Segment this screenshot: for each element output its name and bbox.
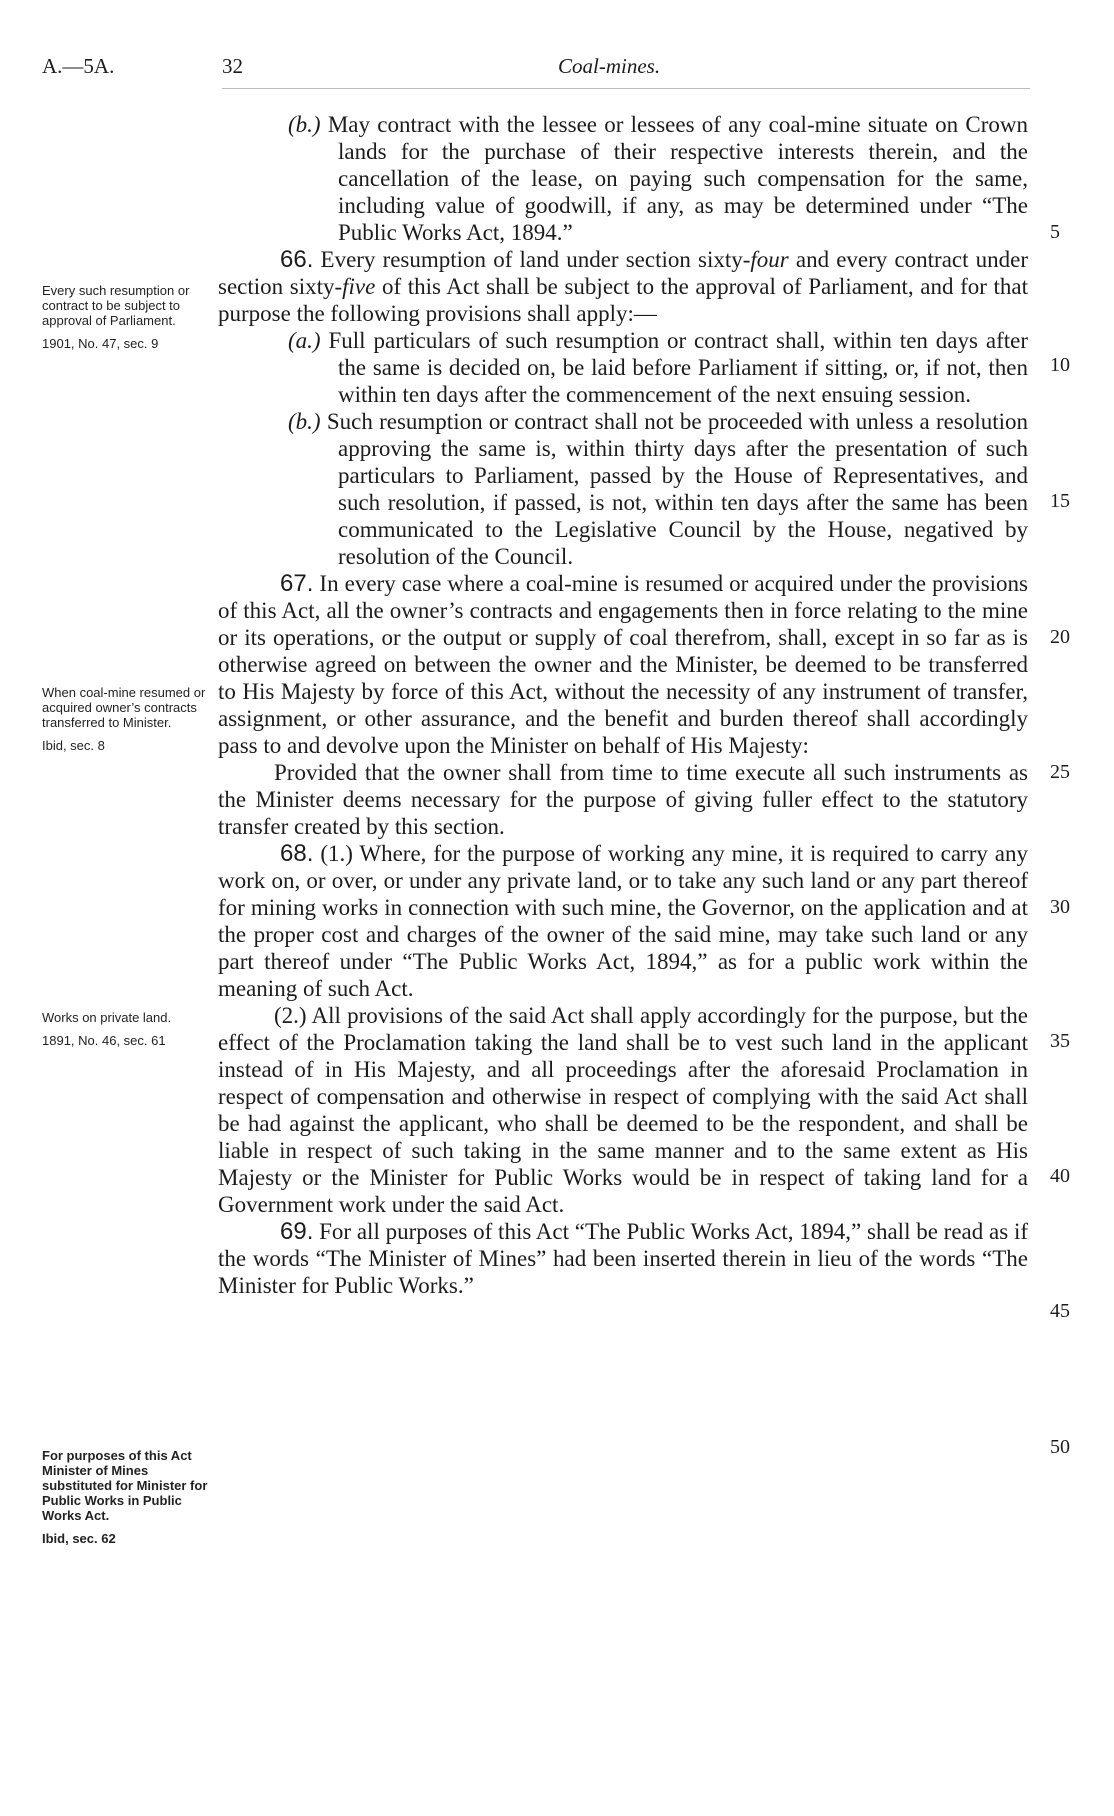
section-text: and every contract under section sixty-: [218, 247, 1029, 299]
line-number: 30: [1050, 896, 1070, 918]
line-number: 10: [1050, 354, 1070, 376]
section-text: (1.) Where, for the purpose of working any mine, it is required to carry any work on, or over, or under any private land, or to take any such land or any part thereof for mining works in connection with such mine, the Governor, on the application and at the proper cost and charges of the owner of the said mine, may take such land or any part thereof under “The Public Works Act, 1894,” as for a public work within the meaning of such Act.: [218, 841, 1029, 1001]
line-number: 45: [1050, 1300, 1070, 1322]
italic-text: four: [750, 247, 789, 272]
section-number: 69.: [280, 1218, 314, 1245]
section-number: 66.: [280, 246, 314, 273]
clause-label: (b.): [288, 409, 321, 434]
section-text: Every resumption of land under section sixty-: [320, 247, 751, 272]
line-number: 15: [1050, 490, 1070, 512]
margin-note-ref: 1901, No. 47, sec. 9: [42, 336, 159, 351]
body-text: [218, 111, 1028, 1299]
line-number: 35: [1050, 1030, 1070, 1052]
clause-text: Such resumption or contract shall not be proceeded with unless a resolution approving the same is, within thirty days after the presentation of such particulars to Parliament, passed by the House of Representatives, and such resolution, if passed, is not, within ten days after the same has been communicated to the Legislative Council by the House, negatived by resolution of the Council.: [326, 409, 1028, 569]
clause-label: (b.): [288, 112, 321, 137]
page-number: 32: [222, 54, 243, 78]
line-number: 25: [1050, 761, 1070, 783]
margin-note-text: Every such resumption or contract to be subject to approval of Parliament.: [42, 283, 190, 328]
paragraph-66a: [218, 327, 1028, 408]
line-number: 40: [1050, 1165, 1070, 1187]
line-number: 20: [1050, 626, 1070, 648]
clause-text: May contract with the lessee or lessees of any coal-mine situate on Crown lands for the purchase of their respective interests therein, and the cancellation of the lease, on paying such compensation for the same, including value of goodwill, if any, as may be determined under “The Public Works Act, 1894.”: [327, 112, 1029, 245]
header-rule: [222, 88, 1030, 89]
margin-note-text: For purposes of this Act Minister of Mines substituted for Minister for Public Works in Public Works Act.: [42, 1448, 208, 1523]
section-67: [218, 570, 1028, 759]
margin-note-section-69: [42, 1448, 217, 1546]
margin-note-section-67: [42, 685, 217, 753]
section-68: [218, 840, 1028, 1002]
margin-note-ref: Ibid, sec. 62: [42, 1531, 116, 1546]
paragraph-66b: [218, 408, 1028, 570]
section-number: 67.: [280, 570, 314, 597]
margin-note-ref: Ibid, sec. 8: [42, 738, 105, 753]
margin-note-text: When coal-mine resumed or acquired owner’s contracts transferred to Minister.: [42, 685, 206, 730]
clause-text: Full particulars of such resumption or contract shall, within ten days after the same is decided on, be laid before Parliament if sitting, or, if not, then within ten days after the commencement of the next ensuing session.: [328, 328, 1029, 407]
margin-note-text: Works on private land.: [42, 1010, 172, 1025]
section-68-subsection-2: (2.) All provisions of the said Act shall apply accordingly for the purpose, but the effect of the Proclamation taking the land shall be to vest such land in the applicant instead of in His Majesty, and all proceedings after the aforesaid Proclamation in respect of compensation and otherwise in respect of complying with the said Act shall be had against the applicant, who shall be deemed to be the respondent, and shall be liable in respect of such taking in the same manner and to the same extent as His Majesty or the Minister for Public Works would be in respect of taking land for a Government work under the said Act.: [218, 1003, 1028, 1217]
document-reference: A.—5A.: [42, 54, 115, 78]
section-69: [218, 1218, 1028, 1299]
line-number: 5: [1050, 221, 1060, 243]
page-title: Coal-mines.: [558, 54, 661, 78]
section-text: In every case where a coal-mine is resumed or acquired under the provisions of this Act, all the owner’s contracts and engagements then in force relating to the mine or its operations, or the output or supply of coal therefrom, shall, except in so far as is otherwise agreed on between the owner and the Minister, be deemed to be transferred to His Majesty by force of this Act, without the necessity of any instrument of transfer, assignment, or other assurance, and the benefit and burden thereof shall accordingly pass to and devolve upon the Minister on behalf of His Majesty:: [218, 571, 1029, 758]
italic-text: five: [342, 274, 376, 299]
margin-note-section-68: [42, 1010, 217, 1048]
paragraph-65b: [218, 111, 1028, 246]
section-number: 68.: [280, 840, 314, 867]
section-66: [218, 246, 1028, 327]
section-67-proviso: Provided that the owner shall from time to time execute all such instruments as the Minister deems necessary for the purpose of giving fuller effect to the statutory transfer created by this section.: [218, 760, 1028, 839]
section-text: For all purposes of this Act “The Public Works Act, 1894,” shall be read as if the words “The Minister of Mines” had been inserted therein in lieu of the words “The Minister for Public Works.”: [218, 1219, 1028, 1298]
margin-note-section-66: [42, 283, 217, 351]
clause-label: (a.): [288, 328, 321, 353]
margin-note-ref: 1891, No. 46, sec. 61: [42, 1033, 166, 1048]
line-number: 50: [1050, 1436, 1070, 1458]
section-text: of this Act shall be subject to the approval of Parliament, and for that purpose the following provisions shall apply:—: [218, 274, 1028, 326]
